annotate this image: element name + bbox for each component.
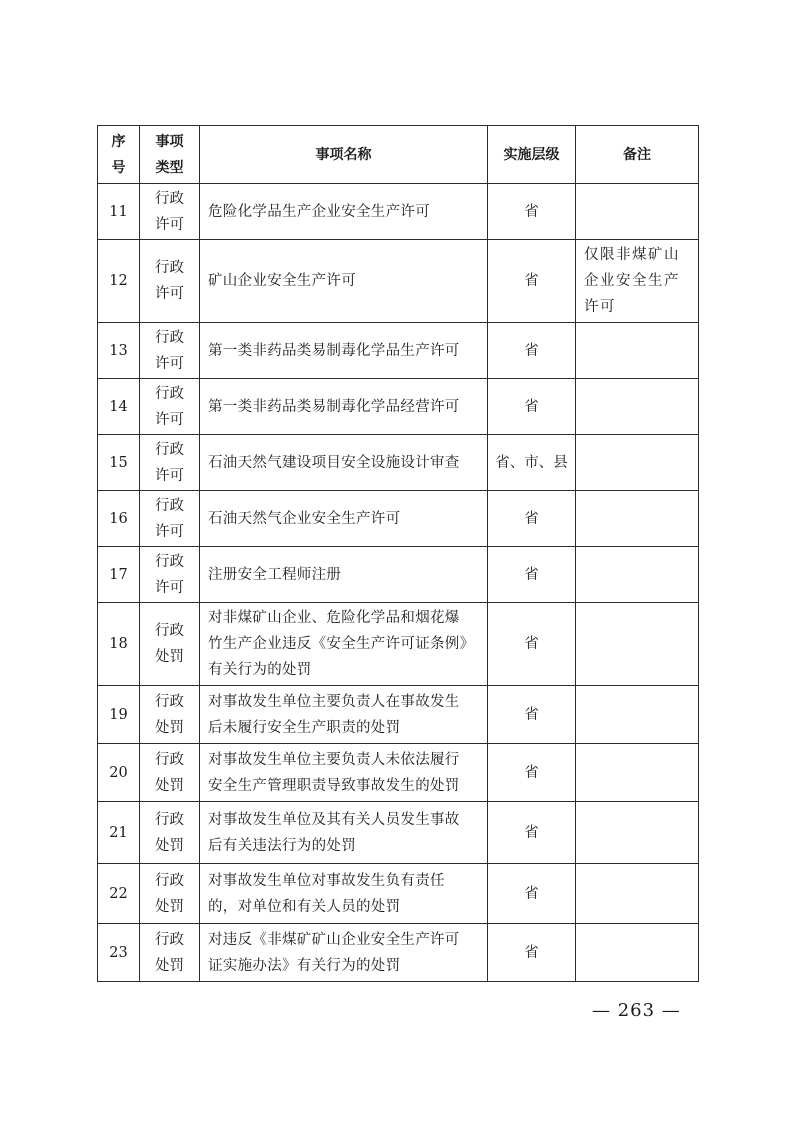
row-seq: 22 bbox=[98, 864, 140, 924]
row-type-line: 许可 bbox=[155, 579, 184, 596]
row-note-line: 许可 bbox=[584, 299, 616, 315]
row-name bbox=[200, 603, 488, 686]
row-seq: 13 bbox=[98, 323, 140, 379]
header-type bbox=[140, 126, 200, 184]
row-seq: 18 bbox=[98, 603, 140, 686]
row-level: 省、市、县 bbox=[488, 435, 576, 491]
row-name-line: 安全生产管理职责导致事故发生的处罚 bbox=[208, 777, 460, 794]
row-seq: 11 bbox=[98, 184, 140, 240]
row-note-line: 企业安全生产 bbox=[584, 273, 680, 289]
row-type-line: 行政 bbox=[155, 872, 184, 889]
row-name bbox=[200, 379, 488, 435]
header-seq-line: 序 bbox=[111, 133, 126, 150]
table-row bbox=[98, 547, 699, 603]
table-row bbox=[98, 435, 699, 491]
row-name-line: 第一类非药品类易制毒化学品生产许可 bbox=[208, 342, 460, 359]
table-row bbox=[98, 802, 699, 864]
row-name-line: 竹生产企业违反《安全生产许可证条例》 bbox=[208, 636, 475, 652]
header-type-line: 事项 bbox=[155, 133, 184, 150]
row-type-line: 行政 bbox=[155, 931, 184, 948]
row-seq: 23 bbox=[98, 924, 140, 982]
table-row bbox=[98, 603, 699, 686]
table-row bbox=[98, 240, 699, 323]
row-type-line: 行政 bbox=[155, 693, 184, 710]
row-name bbox=[200, 323, 488, 379]
header-seq bbox=[98, 126, 140, 184]
row-type-line: 行政 bbox=[155, 385, 184, 402]
table-row bbox=[98, 323, 699, 379]
row-level: 省 bbox=[488, 491, 576, 547]
row-name-line: 石油天然气企业安全生产许可 bbox=[208, 510, 401, 527]
row-seq: 17 bbox=[98, 547, 140, 603]
row-type bbox=[140, 323, 200, 379]
row-note bbox=[576, 323, 699, 379]
row-seq: 14 bbox=[98, 379, 140, 435]
row-name-line: 后未履行安全生产职责的处罚 bbox=[208, 719, 401, 736]
row-name bbox=[200, 491, 488, 547]
row-level: 省 bbox=[488, 323, 576, 379]
row-type-line: 许可 bbox=[155, 286, 184, 302]
row-type-line: 行政 bbox=[155, 190, 184, 207]
row-name bbox=[200, 240, 488, 323]
row-type-line: 行政 bbox=[155, 623, 184, 639]
row-type-line: 行政 bbox=[155, 329, 184, 346]
row-type bbox=[140, 184, 200, 240]
row-type bbox=[140, 864, 200, 924]
row-type bbox=[140, 379, 200, 435]
row-level: 省 bbox=[488, 924, 576, 982]
row-seq: 15 bbox=[98, 435, 140, 491]
row-name-line: 对事故发生单位对事故发生负有责任 bbox=[208, 872, 445, 889]
row-type bbox=[140, 491, 200, 547]
row-name-line: 对非煤矿山企业、危险化学品和烟花爆 bbox=[208, 610, 460, 626]
row-note bbox=[576, 184, 699, 240]
row-note bbox=[576, 686, 699, 744]
row-type-line: 处罚 bbox=[155, 649, 184, 665]
row-type-line: 处罚 bbox=[155, 719, 184, 736]
row-type-line: 行政 bbox=[155, 553, 184, 570]
row-name-line: 有关行为的处罚 bbox=[208, 662, 312, 678]
row-type-line: 行政 bbox=[155, 260, 184, 276]
row-name bbox=[200, 184, 488, 240]
row-level: 省 bbox=[488, 184, 576, 240]
row-name bbox=[200, 547, 488, 603]
row-type-line: 处罚 bbox=[155, 777, 184, 794]
row-note bbox=[576, 802, 699, 864]
row-type bbox=[140, 802, 200, 864]
row-name-line: 对事故发生单位及其有关人员发生事故 bbox=[208, 811, 460, 828]
row-type-line: 行政 bbox=[155, 751, 184, 768]
row-name-line: 石油天然气建设项目安全设施设计审查 bbox=[208, 454, 460, 471]
header-level: 实施层级 bbox=[488, 126, 576, 184]
row-type-line: 处罚 bbox=[155, 837, 184, 854]
row-type-line: 许可 bbox=[155, 216, 184, 233]
row-note bbox=[576, 435, 699, 491]
row-name-line: 的，对单位和有关人员的处罚 bbox=[208, 898, 401, 915]
row-type-line: 许可 bbox=[155, 467, 184, 484]
row-name-line: 对违反《非煤矿矿山企业安全生产许可 bbox=[208, 931, 460, 948]
row-seq: 20 bbox=[98, 744, 140, 802]
row-note bbox=[576, 864, 699, 924]
row-name-line: 第一类非药品类易制毒化学品经营许可 bbox=[208, 398, 460, 415]
row-name-line: 对事故发生单位主要负责人在事故发生 bbox=[208, 693, 460, 710]
row-name-line: 注册安全工程师注册 bbox=[208, 566, 342, 583]
row-name bbox=[200, 864, 488, 924]
row-type bbox=[140, 603, 200, 686]
row-note bbox=[576, 240, 699, 323]
row-level: 省 bbox=[488, 603, 576, 686]
table-row bbox=[98, 744, 699, 802]
row-level: 省 bbox=[488, 744, 576, 802]
row-type bbox=[140, 435, 200, 491]
row-seq: 19 bbox=[98, 686, 140, 744]
row-type-line: 许可 bbox=[155, 411, 184, 428]
row-type-line: 行政 bbox=[155, 811, 184, 828]
row-level: 省 bbox=[488, 547, 576, 603]
row-name-line: 矿山企业安全生产许可 bbox=[208, 273, 356, 289]
row-type bbox=[140, 240, 200, 323]
row-seq: 21 bbox=[98, 802, 140, 864]
row-note-line: 仅限非煤矿山 bbox=[584, 247, 680, 263]
row-seq: 16 bbox=[98, 491, 140, 547]
row-level: 省 bbox=[488, 686, 576, 744]
row-type-line: 处罚 bbox=[155, 898, 184, 915]
page-number: — 263 — bbox=[592, 1000, 681, 1021]
row-level: 省 bbox=[488, 802, 576, 864]
row-name-line: 对事故发生单位主要负责人未依法履行 bbox=[208, 751, 460, 768]
header-name: 事项名称 bbox=[200, 126, 488, 184]
header-seq-line: 号 bbox=[111, 159, 126, 176]
row-seq: 12 bbox=[98, 240, 140, 323]
row-name bbox=[200, 802, 488, 864]
row-type bbox=[140, 547, 200, 603]
header-row bbox=[98, 126, 699, 184]
items-table bbox=[97, 125, 699, 982]
row-type-line: 处罚 bbox=[155, 957, 184, 974]
row-type bbox=[140, 924, 200, 982]
row-note bbox=[576, 491, 699, 547]
row-type bbox=[140, 744, 200, 802]
table-row bbox=[98, 379, 699, 435]
table-row bbox=[98, 491, 699, 547]
row-type-line: 许可 bbox=[155, 523, 184, 540]
row-type-line: 许可 bbox=[155, 355, 184, 372]
row-note bbox=[576, 603, 699, 686]
row-note bbox=[576, 744, 699, 802]
row-name bbox=[200, 924, 488, 982]
row-name bbox=[200, 435, 488, 491]
row-note bbox=[576, 547, 699, 603]
row-name-line: 证实施办法》有关行为的处罚 bbox=[208, 957, 401, 974]
row-level: 省 bbox=[488, 864, 576, 924]
row-type-line: 行政 bbox=[155, 497, 184, 514]
row-name bbox=[200, 686, 488, 744]
row-level: 省 bbox=[488, 379, 576, 435]
row-name-line: 危险化学品生产企业安全生产许可 bbox=[208, 203, 430, 220]
row-name-line: 后有关违法行为的处罚 bbox=[208, 837, 356, 854]
header-type-line: 类型 bbox=[155, 159, 184, 176]
table-row bbox=[98, 686, 699, 744]
row-type-line: 行政 bbox=[155, 441, 184, 458]
row-name bbox=[200, 744, 488, 802]
row-note bbox=[576, 379, 699, 435]
row-level: 省 bbox=[488, 240, 576, 323]
row-type bbox=[140, 686, 200, 744]
row-note bbox=[576, 924, 699, 982]
header-note: 备注 bbox=[576, 126, 699, 184]
table-row bbox=[98, 184, 699, 240]
table-row bbox=[98, 864, 699, 924]
table-body bbox=[98, 184, 699, 982]
table-row bbox=[98, 924, 699, 982]
